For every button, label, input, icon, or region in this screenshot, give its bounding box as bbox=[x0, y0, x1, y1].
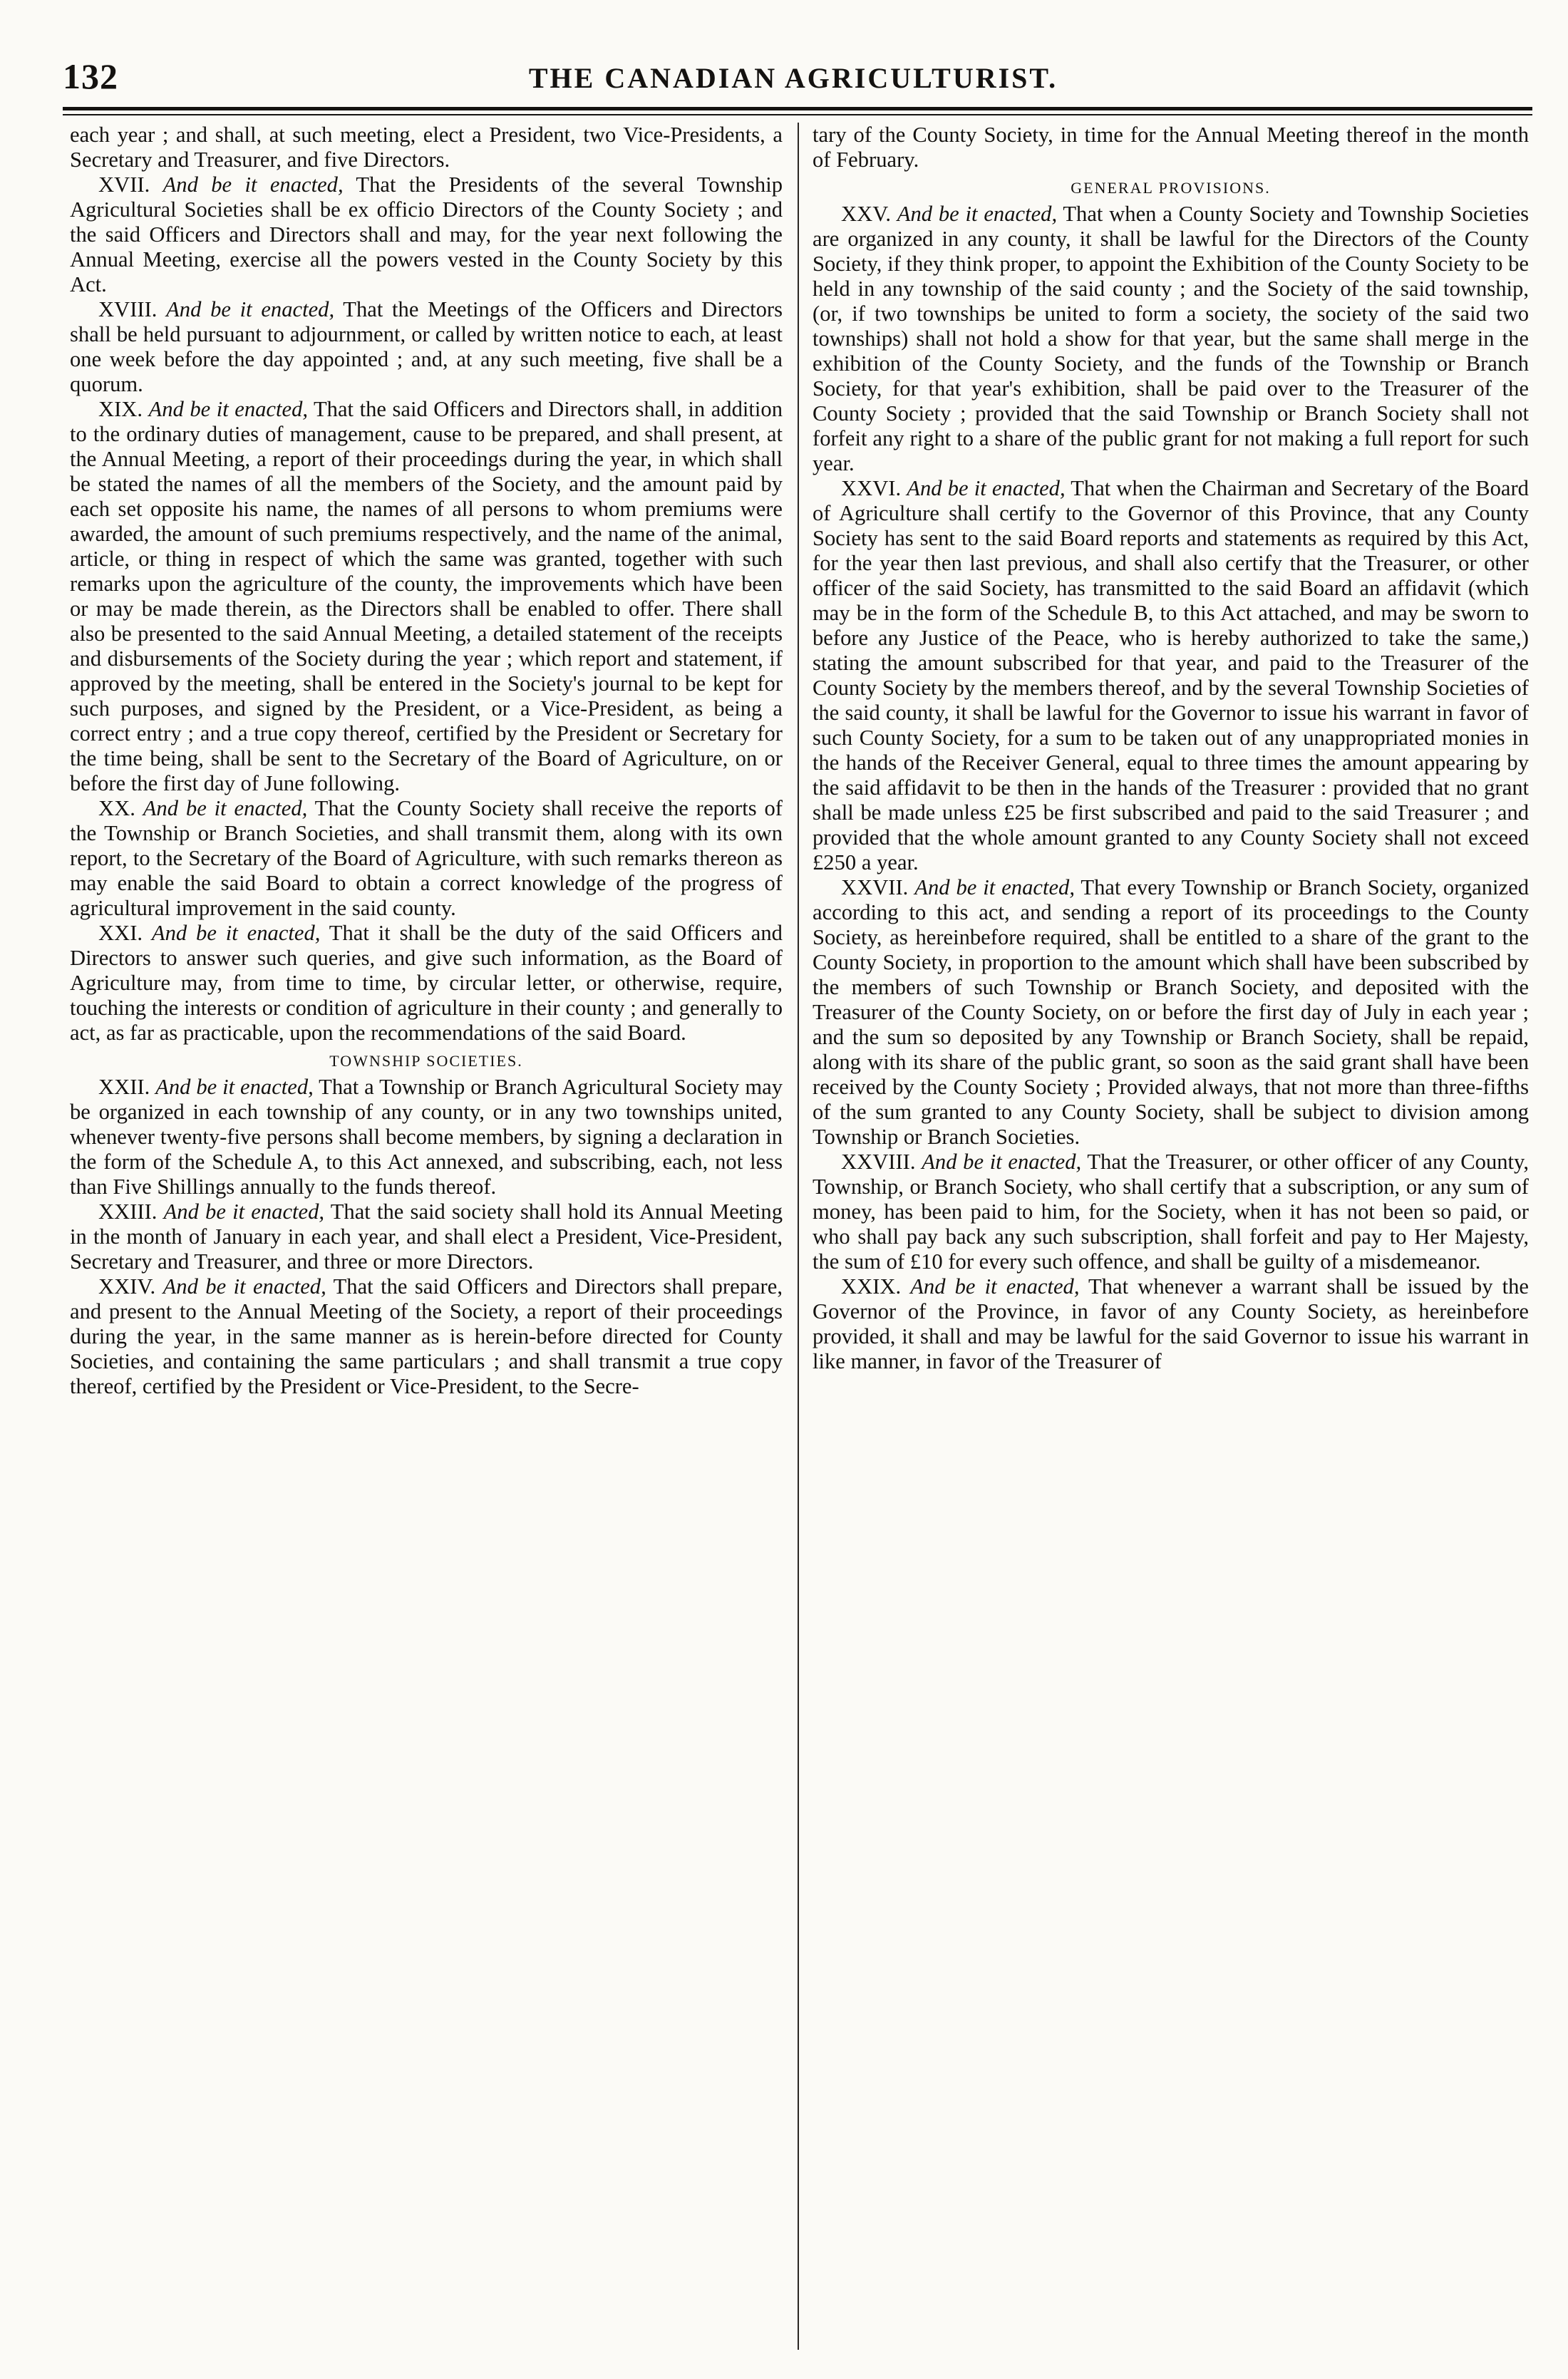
section-number: XXVIII. bbox=[841, 1150, 916, 1174]
enactment-phrase: And be it enacted, bbox=[907, 476, 1066, 500]
enactment-phrase: And be it enacted, bbox=[163, 1199, 325, 1224]
enactment-phrase: And be it enacted, bbox=[914, 875, 1075, 899]
right-column bbox=[813, 123, 1529, 2353]
section-text: That a Township or Branch Agricultural Society may be organized in each township of any county, or in any two townships united, whenever twenty-five persons shall become members, by signing a declaration in the form of the Schedule A, to this Act annexed, and subscribing, each, not less than Five Shillings annually to the funds thereof. bbox=[70, 1075, 783, 1199]
section-xvii bbox=[70, 172, 783, 297]
enactment-phrase: And be it enacted, bbox=[922, 1150, 1082, 1174]
section-number: XXIII. bbox=[98, 1199, 158, 1224]
section-number: XIX. bbox=[98, 397, 143, 421]
section-text: That the said Officers and Directors shall, in addition to the ordinary duties of management, cause to be prepared, and shall present, at the Annual Meeting, a report of their proceedings during the year, in which shall be stated the names of all the members of the Society, and the amount paid by each set opposite his name, the names of all persons to whom premiums were awarded, the amount of such premiums respectively, and the name of the animal, article, or thing in respect of which the same was granted, together with such remarks upon the agriculture of the county, the improvements which have been or may be made therein, as the Directors shall be enabled to offer. There shall also be presented to the said Annual Meeting, a detailed statement of the receipts and disbursements of the Society during the year ; which report and statement, if approved by the meeting, shall be entered in the Society's journal to be kept for such purposes, and signed by the President, or a Vice-President, as being a correct entry ; and a true copy thereof, certified by the President or Secretary for the time being, shall be sent to the Secretary of the Board of Agriculture, on or before the first day of June following. bbox=[70, 397, 783, 795]
section-xxii bbox=[70, 1075, 783, 1199]
section-xxvii bbox=[813, 875, 1529, 1150]
section-text: That the said Officers and Directors shall prepare, and present to the Annual Meeting of the Society, a report of their proceedings during the year, in the same manner as is herein-before directed for County Societies, and containing the same particulars ; and shall transmit a true copy thereof, certified by the President or Vice-President, to the Secre- bbox=[70, 1274, 783, 1398]
enactment-phrase: And be it enacted, bbox=[148, 397, 309, 421]
section-xxiii bbox=[70, 1199, 783, 1274]
enactment-phrase: And be it enacted, bbox=[897, 202, 1058, 226]
section-number: XXIX. bbox=[841, 1274, 902, 1299]
section-text: That the Meetings of the Officers and Directors shall be held pursuant to adjournment, or called by written notice to each, at least one week before the day appointed ; and, at any such meeting, five shall be a quorum. bbox=[70, 297, 783, 396]
section-xxi bbox=[70, 921, 783, 1046]
section-text: That when a County Society and Township Societies are organized in any county, it shall be lawful for the Directors of the County Society, if they think proper, to appoint the Exhibition of the County Society to be held in any township of the said county ; and the Society of the said township, (or, if two townships be united to form a society, the society of the said two townships) shall not hold a show for that year, but the same shall merge in the exhibition of the County Society, and the funds of the Township or Branch Society, for that year's exhibition, shall be paid over to the Treasurer of the County Society ; provided that the said Township or Branch Society shall not forfeit any right to a share of the public grant for not making a full report for such year. bbox=[813, 202, 1529, 475]
paragraph-continued: tary of the County Society, in time for the Annual Meeting thereof in the month of February. bbox=[813, 123, 1529, 172]
enactment-phrase: And be it enacted, bbox=[151, 921, 321, 945]
left-column bbox=[70, 123, 783, 2353]
section-number: XXVII. bbox=[841, 875, 909, 899]
section-xx bbox=[70, 796, 783, 921]
section-text: That it shall be the duty of the said Officers and Directors to answer such queries, and give such information, as the Board of Agriculture may, from time to time, by circular letter, or otherwise, require, touching the interests or condition of agriculture in their county ; and generally to act, as far as practicable, upon the recommendations of the said Board. bbox=[70, 921, 783, 1045]
section-text: That when the Chairman and Secretary of the Board of Agriculture shall certify to the Governor of this Province, that any County Society has sent to the said Board reports and statements as required by this Act, for the year then last previous, and shall also certify that the Treasurer, or other officer of the said Society, has transmitted to the said Board an affidavit (which may be in the form of the Schedule B, to this Act attached, and may be sworn to before any Justice of the Peace, who is hereby authorized to take the same,) stating the amount subscribed for that year, and paid to the Treasurer of the County Society by the members thereof, and by the several Township Societies of the said county, it shall be lawful for the Governor to issue his warrant in favor of such County Society, for a sum to be taken out of any unappropriated monies in the hands of the Receiver General, equal to three times the amount appearing by the said affidavit to be then in the hands of the Treasurer : provided that no grant shall be made unless £25 be first subscribed and paid to the said Treasurer ; and provided that the whole amount granted to any County Society shall not exceed £250 a year. bbox=[813, 476, 1529, 874]
column-divider bbox=[798, 123, 799, 2350]
section-xxv bbox=[813, 202, 1529, 476]
section-text: That the said society shall hold its Annual Meeting in the month of January in each year, and shall elect a President, Vice-President, Secretary and Treasurer, and three or more Directors. bbox=[70, 1199, 783, 1274]
enactment-phrase: And be it enacted, bbox=[910, 1274, 1080, 1299]
section-xix bbox=[70, 397, 783, 796]
section-xxix bbox=[813, 1274, 1529, 1374]
section-number: XXV. bbox=[841, 202, 891, 226]
section-number: XXVI. bbox=[841, 476, 902, 500]
section-text: That the Treasurer, or other officer of any County, Township, or Branch Society, who shall certify that a subscription, or any sum of money, has been paid to him, for the Society, when it has not been so paid, or who shall pay back any such subscription, shall forfeit and pay to Her Majesty, the sum of £10 for every such offence, and shall be guilty of a misdemeanor. bbox=[813, 1150, 1529, 1274]
page-number: 132 bbox=[63, 56, 118, 96]
header-rule-thin bbox=[63, 114, 1532, 115]
running-title: THE CANADIAN AGRICULTURIST. bbox=[528, 62, 1058, 94]
enactment-phrase: And be it enacted, bbox=[163, 172, 344, 197]
section-text: That the Presidents of the several Township Agricultural Societies shall be ex officio Directors of the County Society ; and the said Officers and Directors shall and may, for the year next following the Annual Meeting, exercise all the powers vested in the County Society by this Act. bbox=[70, 172, 783, 296]
subheading-township-societies: TOWNSHIP SOCIETIES. bbox=[329, 1052, 523, 1070]
section-text: That the County Society shall receive the reports of the Township or Branch Societies, and shall transmit them, along with its own report, to the Secretary of the Board of Agriculture, with such remarks thereon as may enable the said Board to obtain a correct knowledge of the progress of agricultural improvement in the said county. bbox=[70, 796, 783, 920]
section-number: XVII. bbox=[98, 172, 150, 197]
section-text: That whenever a warrant shall be issued by the Governor of the Province, in favor of any County Society, as hereinbefore provided, it shall and may be lawful for the said Governor to issue his warrant in like manner, in favor of the Treasurer of bbox=[813, 1274, 1529, 1373]
section-xxviii bbox=[813, 1150, 1529, 1274]
paragraph-continued: each year ; and shall, at such meeting, elect a President, two Vice-Presidents, a Secretary and Treasurer, and five Directors. bbox=[70, 123, 783, 172]
section-xxvi bbox=[813, 476, 1529, 875]
enactment-phrase: And be it enacted, bbox=[143, 796, 308, 820]
section-number: XXII. bbox=[98, 1075, 150, 1099]
section-xviii bbox=[70, 297, 783, 397]
section-number: XX. bbox=[98, 796, 135, 820]
section-number: XXI. bbox=[98, 921, 143, 945]
enactment-phrase: And be it enacted, bbox=[155, 1075, 314, 1099]
enactment-phrase: And be it enacted, bbox=[163, 1274, 326, 1299]
section-xxiv bbox=[70, 1274, 783, 1399]
section-number: XXIV. bbox=[98, 1274, 156, 1299]
subheading-general-provisions: GENERAL PROVISIONS. bbox=[1071, 179, 1271, 197]
enactment-phrase: And be it enacted, bbox=[166, 297, 335, 321]
section-text: That every Township or Branch Society, organized according to this act, and sending a report of its proceedings to the County Society, as hereinbefore required, shall be entitled to a share of the grant to the County Society, in proportion to the amount which shall have been subscribed by the members of such Township or Branch Society, and deposited with the Treasurer of the County Society, on or before the first day of July in each year ; and the sum so deposited by any Township or Branch Society, shall be repaid, along with its share of the public grant, so soon as the said grant shall have been received by the County Society ; Provided always, that not more than three-fifths of the sum granted to any County Society, shall be subject to division among Township or Branch Societies. bbox=[813, 875, 1529, 1149]
header-rule bbox=[63, 107, 1532, 110]
section-number: XVIII. bbox=[98, 297, 158, 321]
page-header bbox=[63, 56, 1524, 98]
